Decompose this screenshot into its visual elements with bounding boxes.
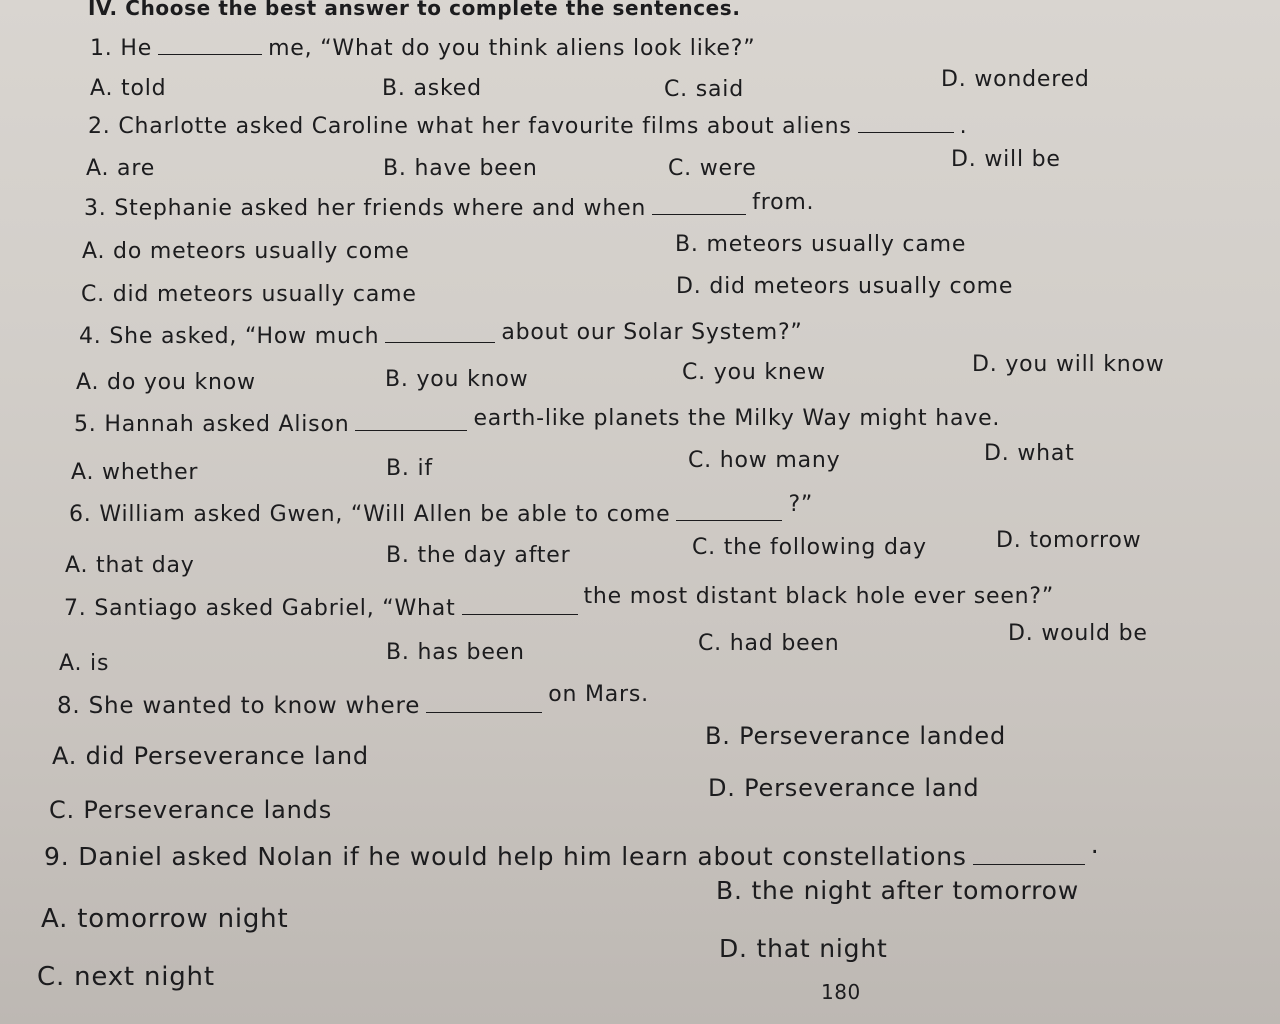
question-4 (79, 320, 803, 349)
option-b: B. has been (386, 640, 525, 665)
answer-blank (858, 131, 954, 133)
question-text: 6. William asked Gwen, “Will Allen be able to come (69, 502, 671, 527)
question-3 (84, 190, 815, 221)
question-text: 4. She asked, “How much (79, 324, 380, 349)
option-d: D. Perseverance land (708, 774, 980, 802)
question-5 (74, 406, 1001, 437)
option-c: C. the following day (692, 535, 927, 560)
question-text: . (1090, 830, 1100, 859)
answer-blank (355, 429, 467, 431)
question-text: about our Solar System?” (501, 320, 803, 345)
option-c: C. had been (698, 631, 840, 656)
option-a: A. do meteors usually come (82, 239, 410, 264)
question-9 (44, 830, 1100, 871)
answer-blank (462, 613, 578, 615)
question-text: on Mars. (548, 682, 649, 707)
question-text: me, “What do you think aliens look like?” (268, 36, 756, 61)
page-number: 180 (821, 980, 861, 1004)
option-c: C. were (668, 156, 757, 181)
question-text: 2. Charlotte asked Caroline what her favourite films about aliens (88, 114, 852, 139)
answer-blank (385, 341, 495, 343)
question-text: earth-like planets the Milky Way might have. (473, 406, 1001, 431)
question-text: ?” (788, 492, 814, 517)
answer-blank (158, 53, 262, 55)
answer-blank (652, 213, 746, 215)
question-text: . (959, 114, 968, 139)
option-d: D. will be (951, 147, 1061, 172)
section-heading: IV. Choose the best answer to complete the sentences. (88, 0, 741, 20)
option-b: B. have been (383, 156, 538, 181)
option-c: C. you knew (682, 360, 826, 385)
question-text: 9. Daniel asked Nolan if he would help him learn about constellations (44, 842, 967, 871)
option-b: B. you know (385, 367, 529, 392)
option-b: B. meteors usually came (675, 232, 967, 257)
answer-blank (973, 863, 1085, 865)
option-c: C. next night (37, 962, 215, 992)
question-text: 5. Hannah asked Alison (74, 412, 350, 437)
option-c: C. Perseverance lands (49, 796, 333, 824)
option-a: A. do you know (76, 370, 256, 395)
option-d: D. what (984, 441, 1075, 466)
question-text: 7. Santiago asked Gabriel, “What (64, 596, 456, 621)
option-a: A. tomorrow night (41, 904, 289, 934)
option-d: D. would be (1008, 621, 1148, 646)
option-a: A. did Perseverance land (52, 742, 369, 770)
question-7 (64, 584, 1055, 621)
question-text: 1. He (90, 36, 153, 61)
question-text: from. (752, 190, 815, 215)
answer-blank (426, 711, 542, 713)
option-a: A. is (59, 651, 110, 676)
question-text: 8. She wanted to know where (57, 693, 421, 719)
option-b: B. the day after (386, 543, 571, 568)
option-c: C. how many (688, 448, 841, 473)
option-b: B. Perseverance landed (705, 722, 1007, 750)
option-a: A. are (86, 156, 156, 181)
question-6 (69, 492, 814, 527)
option-c: C. did meteors usually came (81, 282, 417, 307)
option-d: D. wondered (941, 67, 1090, 92)
question-2 (88, 114, 967, 139)
option-c: C. said (664, 77, 744, 102)
answer-blank (676, 519, 782, 521)
option-a: A. that day (65, 553, 195, 578)
question-text: 3. Stephanie asked her friends where and when (84, 196, 647, 221)
question-1 (90, 36, 755, 61)
option-b: B. if (386, 456, 433, 481)
option-d: D. tomorrow (996, 528, 1142, 553)
option-b: B. the night after tomorrow (716, 876, 1080, 905)
option-b: B. asked (382, 76, 482, 101)
option-d: D. you will know (972, 352, 1165, 377)
option-d: D. did meteors usually come (676, 274, 1014, 299)
question-8 (57, 682, 649, 719)
option-a: A. whether (71, 460, 199, 485)
option-a: A. told (90, 76, 167, 101)
option-d: D. that night (719, 934, 888, 963)
question-text: the most distant black hole ever seen?” (583, 584, 1055, 609)
